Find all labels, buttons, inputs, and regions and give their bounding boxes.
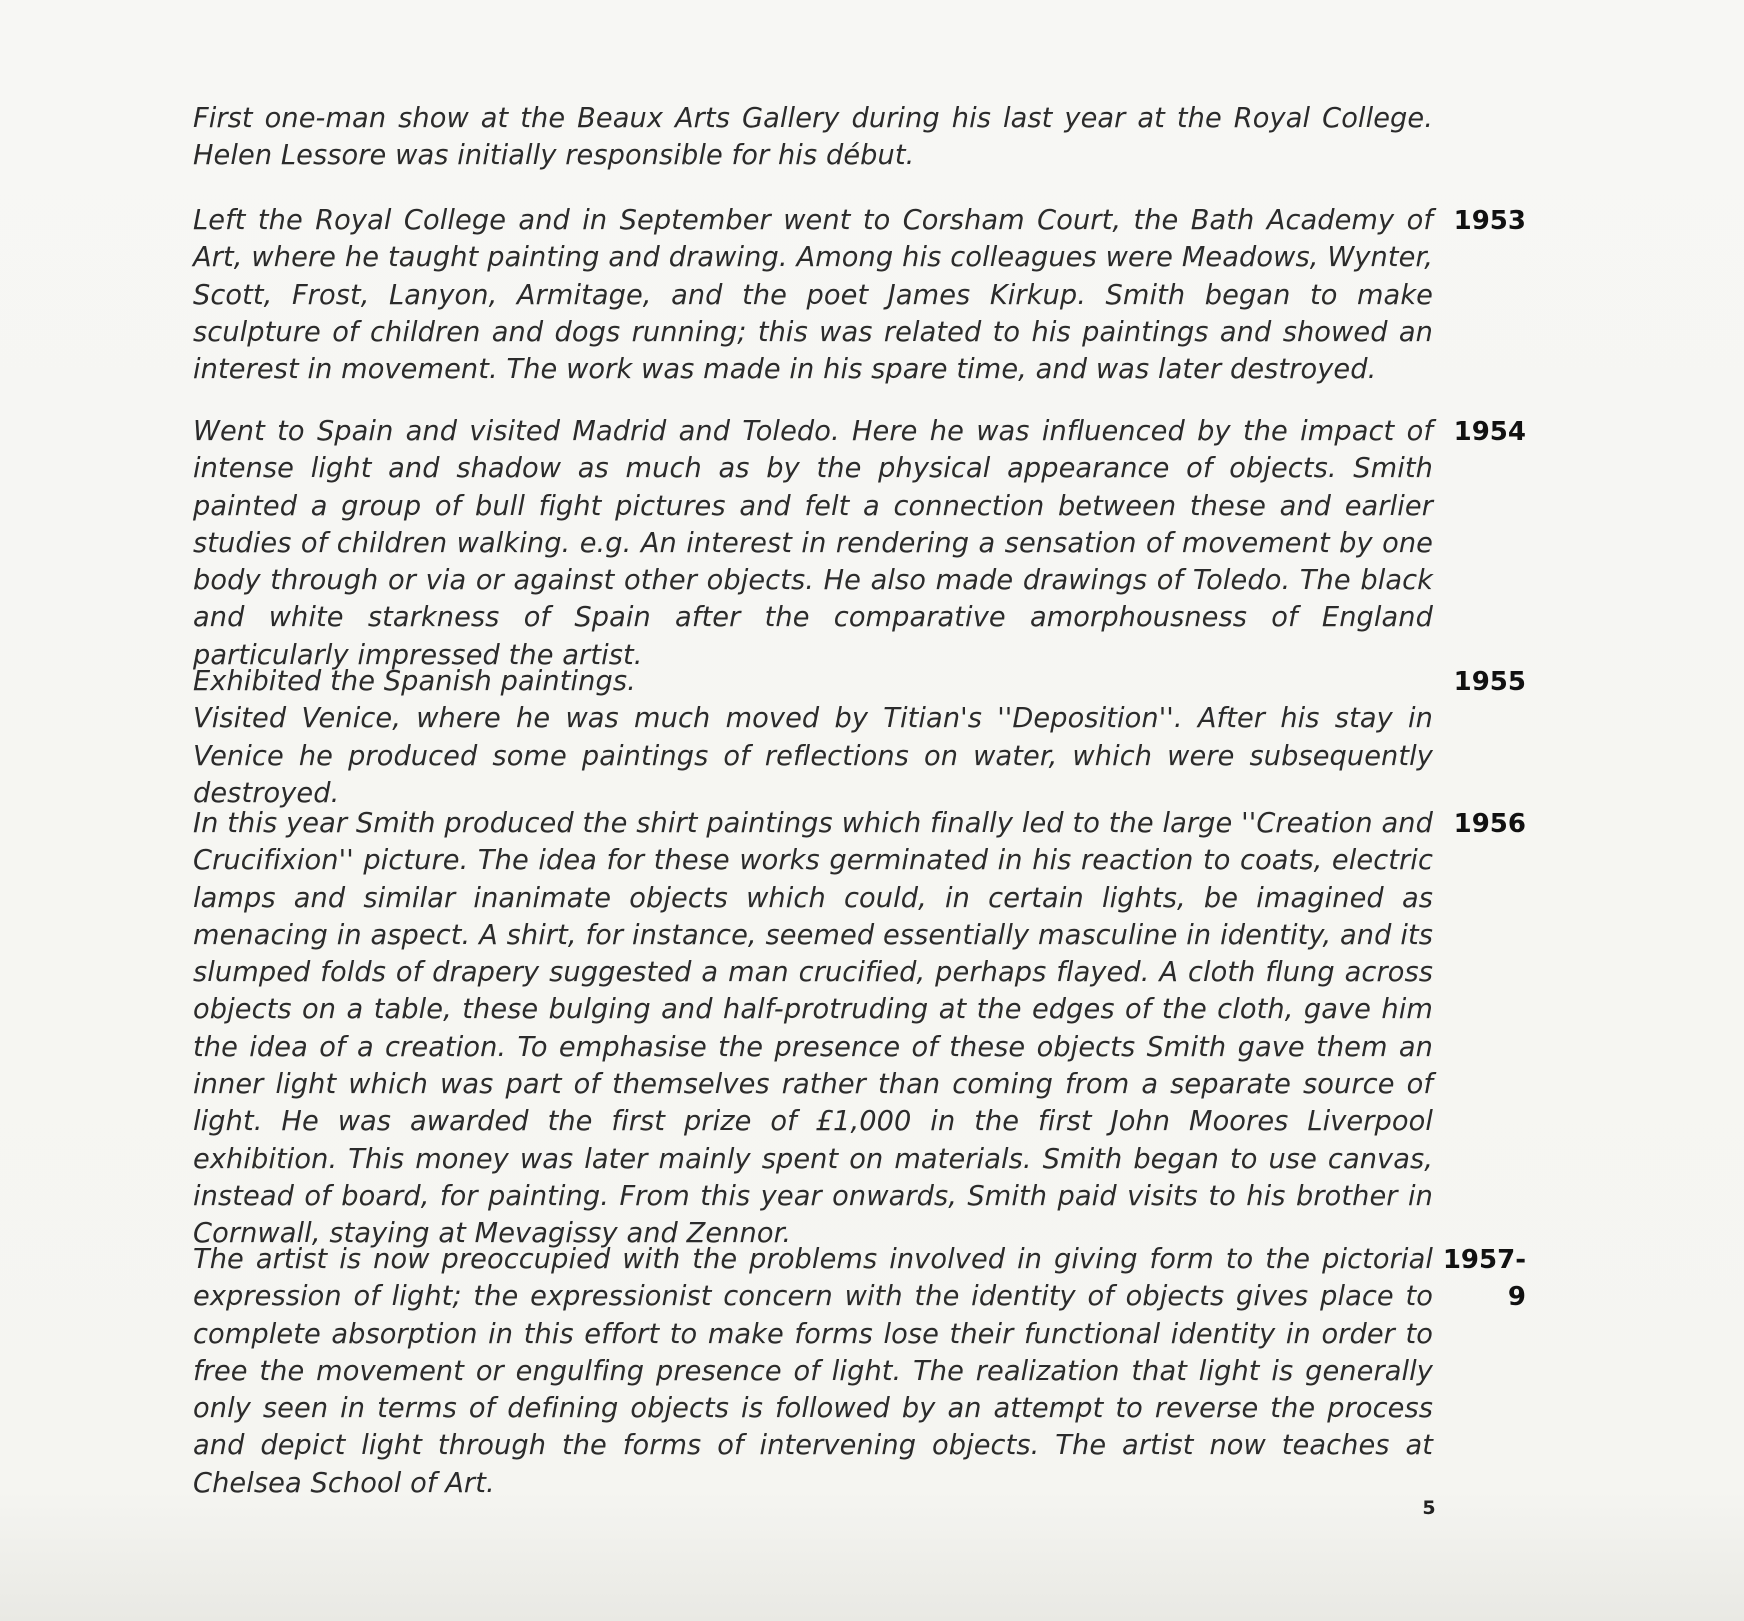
entry-text: Left the Royal College and in September went to Corsham Court, the Bath Academy of Art, where he taught painting and drawing. Among his colleagues were Meadows, Wynter, Scott, Frost, Lanyon, Armitage, and the poet James Kirkup. Smith began to make sculpture of children and dogs running; this was related to his paintings and showed an interest in movement. The work was made in his spare time, and was later destroyed. (193, 205, 1433, 386)
entry-1957-9 (193, 1241, 1433, 1502)
year-label: 1954 (1453, 417, 1526, 447)
entry-text: Went to Spain and visited Madrid and Toledo. Here he was influenced by the impact of intense light and shadow as much as by the physical appearance of objects. Smith painted a group of bull fight pictures and felt a connection between these and earlier studies of children walking. e.g. An interest in rendering a sensation of movement by one body through or via or against other objects. He also made drawings of Toledo. The black and white starkness of Spain after the comparative amorphousness of England particularly impressed the artist. (193, 416, 1433, 671)
year-label: 1957-9 (1442, 1245, 1526, 1312)
entry-1956 (193, 805, 1433, 1253)
entry-1953 (193, 202, 1433, 388)
entry-1954 (193, 413, 1433, 674)
entry-text: First one-man show at the Beaux Arts Gallery during his last year at the Royal College. Helen Lessore was initially responsible for his début. (193, 103, 1433, 172)
year-label: 1953 (1453, 206, 1526, 236)
entry-text-continued: Visited Venice, where he was much moved by Titian's ''Deposition''. After his stay in Venice he produced some paintings of reflections on water, which were subsequently destroyed. (193, 703, 1433, 809)
year-label: 1956 (1453, 809, 1526, 839)
entry-text: The artist is now preoccupied with the problems involved in giving form to the pictorial expression of light; the expressionist concern with the identity of objects gives place to complete absorption in this effort to make forms lose their functional identity in order to free the movement or engulfing presence of light. The realization that light is generally only seen in terms of defining objects is followed by an attempt to reverse the process and depict light through the forms of intervening objects. The artist now teaches at Chelsea School of Art. (193, 1244, 1433, 1499)
entry-debut (193, 100, 1433, 175)
page-number: 5 (1422, 1497, 1436, 1519)
entry-text: Exhibited the Spanish paintings. (193, 666, 636, 697)
year-label: 1955 (1453, 667, 1526, 697)
entry-text: In this year Smith produced the shirt paintings which finally led to the large ''Creation and Crucifixion'' picture. The idea for these works germinated in his reaction to coats, electric lamps and similar inanimate objects which could, in certain lights, be imagined as menacing in aspect. A shirt, for instance, seemed essentially masculine in identity, and its slumped folds of drapery suggested a man crucified, perhaps flayed. A cloth flung across objects on a table, these bulging and half-protruding at the edges of the cloth, gave him the idea of a creation. To emphasise the presence of these objects Smith gave them an inner light which was part of themselves rather than coming from a separate source of light. He was awarded the first prize of £1,000 in the first John Moores Liverpool exhibition. This money was later mainly spent on materials. Smith began to use canvas, instead of board, for painting. From this year onwards, Smith paid visits to his brother in Cornwall, staying at Mevagissy and Zennor. (193, 808, 1433, 1250)
entry-1955 (193, 663, 1433, 812)
